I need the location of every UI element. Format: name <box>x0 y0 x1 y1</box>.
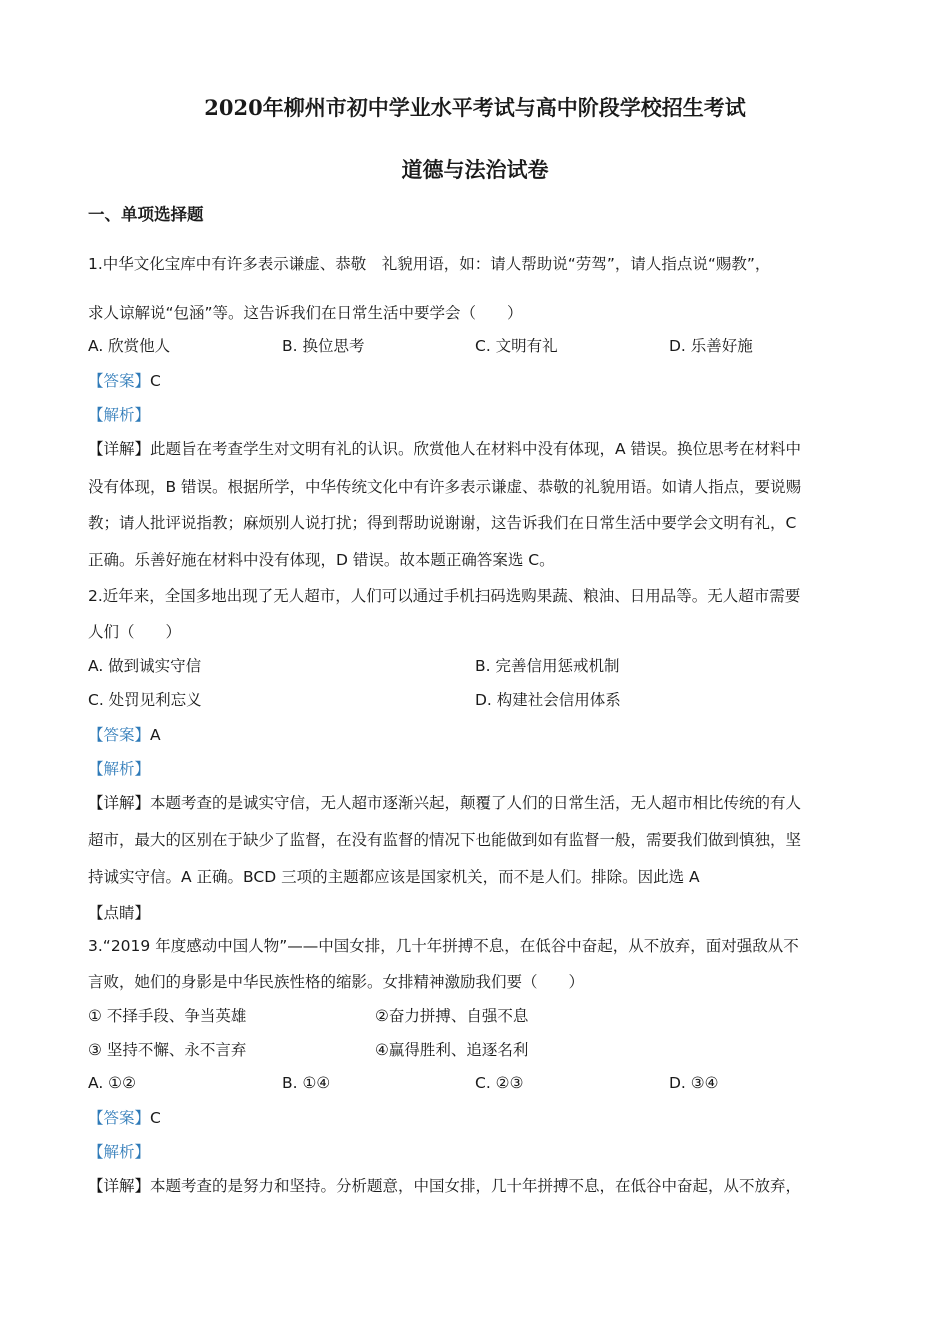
q3-option-d: D. ③④ <box>669 1074 719 1092</box>
q2-detail-line2: 超市，最大的区别在于缺少了监督，在没有监督的情况下也能做到如有监督一般，需要我们做到慎独，坚 <box>88 831 802 849</box>
q2-comment-tag: 【点睛】 <box>88 904 151 922</box>
q2-stem-line1: 2.近年来，全国多地出现了无人超市，人们可以通过手机扫码选购果蔬、粮油、日用品等。无人超市需要 <box>88 587 801 605</box>
q1-detail-line2: 没有体现，B 错误。根据所学，中华传统文化中有许多表示谦虚、恭敬的礼貌用语。如请人指点，要说赐 <box>88 478 802 496</box>
detail-text: 此题旨在考查学生对文明有礼的认识。欣赏他人在材料中没有体现，A 错误。换位思考在材料中 <box>150 440 802 458</box>
q3-stem-line1: 3.“2019 年度感动中国人物”——中国女排，几十年拼搏不息，在低谷中奋起，从不放弃，面对强敌从不 <box>88 937 799 955</box>
detail-tag: 【详解】 <box>88 1177 151 1195</box>
q3-item-3: ③ 坚持不懈、永不言弃 <box>88 1041 247 1059</box>
q3-item-1: ① 不择手段、争当英雄 <box>88 1007 247 1025</box>
answer-value: A <box>150 726 161 744</box>
q2-option-c: C. 处罚见利忘义 <box>88 691 202 709</box>
q2-detail-line3: 持诚实守信。A 正确。BCD 三项的主题都应该是国家机关，而不是人们。排除。因此选 A <box>88 868 700 886</box>
q3-answer <box>88 1107 161 1129</box>
q2-detail-line1 <box>88 792 801 814</box>
document-title: 2020年柳州市初中学业水平考试与高中阶段学校招生考试 <box>204 95 746 120</box>
section-heading: 一、单项选择题 <box>88 205 204 224</box>
answer-value: C <box>150 372 161 390</box>
q3-option-a: A. ①② <box>88 1074 136 1092</box>
q1-stem-line2: 求人谅解说“包涵”等。这告诉我们在日常生活中要学会（ ） <box>88 304 523 322</box>
answer-tag: 【答案】 <box>88 1109 151 1127</box>
document-subtitle: 道德与法治试卷 <box>401 157 549 182</box>
q1-stem-line1: 1.中华文化宝库中有许多表示谦虚、恭敬 礼貌用语，如：请人帮助说“劳驾”，请人指点说“赐教”， <box>88 255 771 273</box>
answer-value: C <box>150 1109 161 1127</box>
detail-text: 本题考查的是努力和坚持。分析题意，中国女排，几十年拼搏不息，在低谷中奋起，从不放弃， <box>150 1177 802 1195</box>
q3-item-4: ④赢得胜利、追逐名利 <box>375 1041 529 1059</box>
q3-analysis-tag: 【解析】 <box>88 1143 151 1161</box>
detail-tag: 【详解】 <box>88 440 151 458</box>
q3-stem-line2: 言败，她们的身影是中华民族性格的缩影。女排精神激励我们要（ ） <box>88 973 585 991</box>
q3-option-b: B. ①④ <box>282 1074 331 1092</box>
q1-option-b: B. 换位思考 <box>282 337 365 355</box>
q1-analysis-tag: 【解析】 <box>88 406 151 424</box>
detail-text: 本题考查的是诚实守信，无人超市逐渐兴起，颠覆了人们的日常生活，无人超市相比传统的有人 <box>150 794 802 812</box>
q1-detail-line4: 正确。乐善好施在材料中没有体现，D 错误。故本题正确答案选 C。 <box>88 551 555 569</box>
q2-option-a: A. 做到诚实守信 <box>88 657 202 675</box>
q3-option-c: C. ②③ <box>475 1074 524 1092</box>
q2-answer <box>88 724 161 746</box>
q2-analysis-tag: 【解析】 <box>88 760 151 778</box>
q1-option-d: D. 乐善好施 <box>669 337 753 355</box>
detail-tag: 【详解】 <box>88 794 151 812</box>
q2-stem-line2: 人们（ ） <box>88 623 182 641</box>
q2-option-d: D. 构建社会信用体系 <box>475 691 621 709</box>
q1-option-a: A. 欣赏他人 <box>88 337 171 355</box>
q3-detail-line1 <box>88 1175 801 1197</box>
q2-option-b: B. 完善信用惩戒机制 <box>475 657 620 675</box>
q1-detail-line3: 教；请人批评说指教；麻烦别人说打扰；得到帮助说谢谢，这告诉我们在日常生活中要学会文明有礼，C <box>88 514 797 532</box>
answer-tag: 【答案】 <box>88 372 151 390</box>
q1-option-c: C. 文明有礼 <box>475 337 558 355</box>
q1-detail-line1 <box>88 438 801 460</box>
answer-tag: 【答案】 <box>88 726 151 744</box>
q3-item-2: ②奋力拼搏、自强不息 <box>375 1007 529 1025</box>
q1-answer <box>88 370 161 392</box>
